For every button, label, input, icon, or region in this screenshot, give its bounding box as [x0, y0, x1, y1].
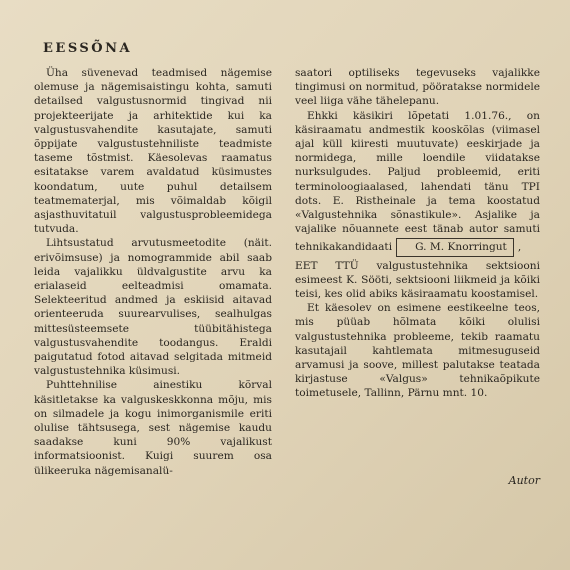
author-signature: Autor — [508, 474, 540, 487]
paragraph: saatori optiliseks tegevuseks vajalikke tingimusi on normitud, pööratakse normidele veel liiga vähe tähelepanu. — [295, 67, 540, 108]
paragraph: Puhttehnilise ainestiku kõrval käsitletakse ka valguskeskkonna mõju, mis on silmadele ja kogu inimorganismile eriti olulise tähtsusega, sest nägemise kaudu saadakse kuni 90% vajalikust informatsioonist. Kuigi suurem osa ülikeeruka nägemisanalü- — [34, 379, 272, 477]
paragraph — [295, 109, 540, 302]
paragraph: Üha süvenevad teadmised nägemise olemuse ja nägemisaistingu kohta, samuti detailsed valgustusnormid tingivad nii projekteerijate ja arhitektide kui ka valgustusvahendite kasutajate, samuti õppijate valgustustehniliste teadmiste taseme tõstmist. Käesolevas raamatus esitatakse varem avaldatud küsimustes koondatum, uute puhul detailsem teatmematerjal, mis võimaldab kõigil asjasthuvitatuil valgustusprobleemidega tutvuda. — [34, 67, 272, 236]
paragraph: Et käesolev on esimene eestikeelne teos, mis püüab hõlmata kõiki olulisi valgustustehnika probleeme, tekib raamatu kasutajail kahtlemata mitmesuguseid arvamusi ja soove, millest palutakse teatada kirjastuse «Valgus» tehnikaõpikute toimetusele, Tallinn, Pärnu mnt. 10. — [295, 302, 540, 400]
paragraph-text: , EET TTÜ valgustustehnika sektsiooni esimeest K. Sööti, sektsiooni liikmeid ja kõiki teisi, kes olid abiks käsiraamatu koostamisel. — [295, 241, 540, 301]
boxed-name: G. M. Knorringut — [396, 238, 514, 256]
left-column — [34, 66, 272, 478]
paragraph: Lihtsustatud arvutusmeetodite (näit. erivõimsuse) ja nomogrammide abil saab leida vajalikku üldvalgustite arvu ka erialaseid eelteadmisi omamata. Selekteeritud andmed ja eskiisid aitavad orienteeruda suurearvulises, sealhulgas mittesüsteemsete tüübitähistega valgustusvahendite toodangus. Eraldi paigutatud fotod aitavad selgitada mitmeid valgustustehnika küsimusi. — [34, 237, 272, 378]
right-column — [295, 66, 540, 401]
page-heading: EESSÕNA — [43, 41, 133, 56]
paragraph-text: Ehkki käsikiri lõpetati 1.01.76., on käsiraamatu andmestik kooskõlas (viimasel ajal küll kiiresti muutuvate) eeskirjade ja normidega, mille loendile viidatakse nurksulgudes. Paljud probleemid, eriti terminoloogiaalased, lahendati tänu TPI dots. E. Ristheinale ja tema koostatud «Valgustehnika sõnastikule». Asjalike ja vajalike nõuannete eest tänab autor samuti tehnikakandidaati — [295, 109, 540, 254]
